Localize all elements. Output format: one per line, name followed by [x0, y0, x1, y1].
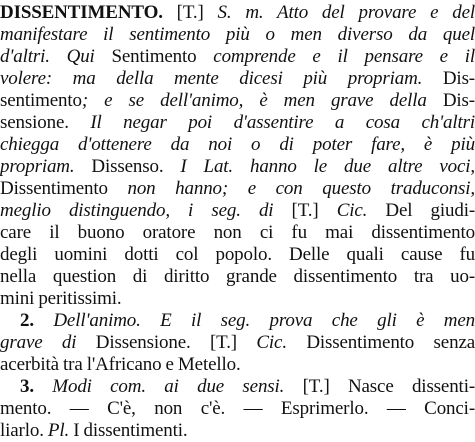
entry-text-segment: Cic.: [336, 200, 368, 221]
entry-text-segment: liarlo.: [0, 420, 48, 441]
entry-text-segment: mento. — C'è, non c'è. — Esprimerlo. — Conci-: [0, 398, 475, 419]
entry-line: [0, 398, 475, 420]
entry-text-segment: chiegga d'ottenere da noi o di poter fare, è più: [0, 134, 475, 155]
entry-line: [0, 68, 475, 90]
entry-text-segment: nella question di diritto grande dissentimento tra uo-: [0, 266, 475, 287]
entry-text-segment: Modi com. ai due sensi.: [52, 376, 285, 397]
entry-line: [0, 112, 475, 134]
entry-text-segment: Dis-: [426, 90, 475, 111]
entry-text-segment: Dell'animo. E il seg. prova che gli è men: [53, 310, 475, 331]
entry-line: [0, 420, 475, 442]
entry-text-segment: acerbità tra l'Africano e Metello.: [0, 354, 241, 375]
entry-text-segment: 2.: [20, 310, 54, 331]
entry-line: [0, 90, 475, 112]
entry-text-segment: grave di: [0, 332, 77, 353]
entry-line: [0, 222, 475, 244]
entry-line: [0, 24, 475, 46]
entry-text-segment: mini peritissimi.: [0, 288, 122, 309]
entry-text-segment: [T.] Nasce dissenti-: [284, 376, 475, 397]
entry-text-segment: non hanno; e con questo traduconsi,: [127, 178, 475, 199]
entry-text-segment: Sentimento: [111, 46, 214, 67]
entry-text-segment: sensione.: [0, 112, 91, 133]
entry-text-segment: degli uomini dotti col popolo. Delle quali cause fu: [0, 244, 475, 265]
entry-line: [0, 156, 475, 178]
entry-text-segment: I dissentimenti.: [69, 420, 188, 441]
entry-text-segment: [T.]: [273, 200, 337, 221]
entry-line: [0, 266, 475, 288]
entry-text-segment: Del giudi-: [367, 200, 475, 221]
entry-text-segment: Dissentimento: [0, 178, 128, 199]
entry-text-segment: ; e se dell'animo, è men grave della: [81, 90, 427, 111]
entry-line: [0, 354, 475, 376]
entry-line: [0, 288, 475, 310]
entry-line: [0, 310, 475, 332]
entry-text-segment: I Lat. hanno le due altre voci,: [180, 156, 475, 177]
entry-text-segment: sentimento: [0, 90, 82, 111]
entry-text-segment: d'altri. Qui: [0, 46, 112, 67]
entry-line: [0, 134, 475, 156]
entry-line: [0, 200, 475, 222]
entry-text-segment: Dissenso.: [74, 156, 181, 177]
entry-text-segment: Il negar poi d'assentire a cosa ch'altri: [90, 112, 475, 133]
entry-text-segment: volere: ma della mente dicesi più propriam.: [0, 68, 423, 89]
dictionary-entry-dissentimento: [0, 2, 475, 442]
entry-text-segment: Dissensione. [T.]: [76, 332, 257, 353]
entry-text-segment: [T.]: [162, 2, 218, 23]
entry-text-segment: Pl.: [47, 420, 70, 441]
entry-text-segment: propriam.: [0, 156, 75, 177]
entry-text-segment: meglio distinguendo, i seg. di: [0, 200, 274, 221]
entry-text-segment: manifestare il sentimento più o men diverso da quel: [0, 24, 475, 45]
entry-line: [0, 376, 475, 398]
entry-text-segment: comprende e il pensare e il: [213, 46, 475, 67]
entry-line: [0, 244, 475, 266]
entry-text-segment: care il buono oratore non ci fu mai dissentimento: [0, 222, 475, 243]
entry-line: [0, 178, 475, 200]
headword: DISSENTIMENTO.: [0, 2, 163, 23]
entry-text-segment: Dissentimento senza: [286, 332, 475, 353]
entry-line: [0, 2, 475, 24]
entry-line: [0, 332, 475, 354]
entry-text-segment: S. m. Atto del provare e del: [217, 2, 475, 23]
entry-text-segment: Cic.: [256, 332, 287, 353]
entry-text-segment: Dis-: [422, 68, 475, 89]
entry-line: [0, 46, 475, 68]
entry-text-segment: 3.: [20, 376, 53, 397]
